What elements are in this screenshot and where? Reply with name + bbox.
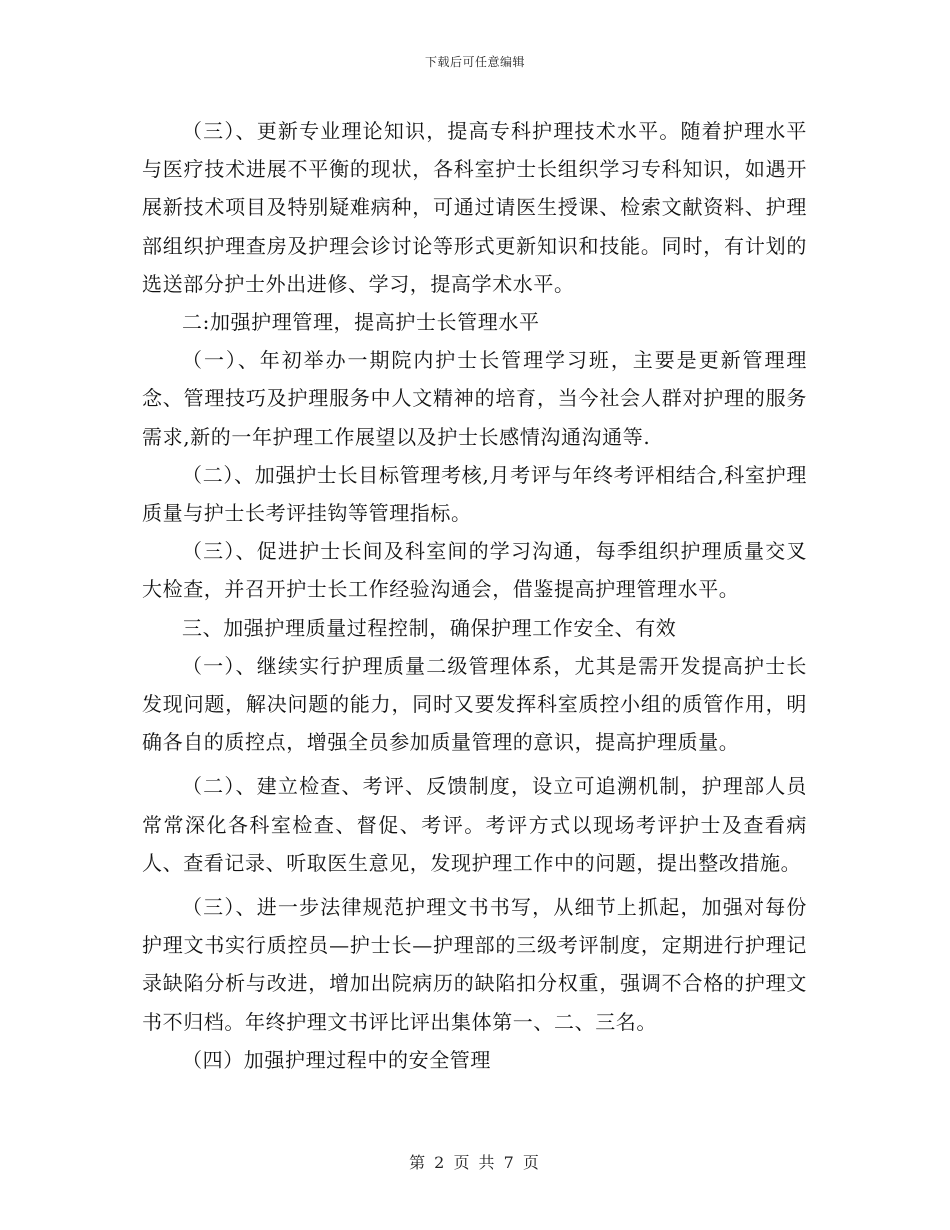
subsection-heading-10: （四）加强护理过程中的安全管理	[182, 1047, 491, 1072]
paragraph-3: （一）、年初举办一期院内护士长管理学习班，主要是更新管理理念、管理技巧及护理服务中人文精神的培育，当今社会人群对护理的服务需求,新的一年护理工作展望以及护士长感情沟通沟通等.	[142, 348, 807, 449]
section-heading-2: 二:加强护理管理，提高护士长管理水平	[182, 310, 540, 335]
paragraph-8: （二）、建立检查、考评、反馈制度，设立可追溯机制，护理部人员常常深化各科室检查、督促、考评。考评方式以现场考评护士及查看病人、查看记录、听取医生意见，发现护理工作中的问题，提出整改措施。	[142, 774, 807, 875]
page-footer: 第 2 页 共 7 页	[409, 1153, 541, 1172]
paragraph-1: （三）、更新专业理论知识，提高专科护理技术水平。随着护理水平与医疗技术进展不平衡的现状，各科室护士长组织学习专科知识，如遇开展新技术项目及特别疑难病种，可通过请医生授课、检索文献资料、护理部组织护理查房及护理会诊讨论等形式更新知识和技能。同时，有计划的选送部分护士外出进修、学习，提高学术水平。	[142, 119, 807, 296]
paragraph-9: （三）、进一步法律规范护理文书书写，从细节上抓起，加强对每份护理文书实行质控员—护士长—护理部的三级考评制度，定期进行护理记录缺陷分析与改进，增加出院病历的缺陷扣分权重，强调不合格的护理文书不归档。年终护理文书评比评出集体第一、二、三名。	[142, 895, 807, 1034]
page-header: 下载后可任意编辑	[424, 55, 525, 69]
section-heading-6: 三、加强护理质量过程控制，确保护理工作安全、有效	[182, 615, 677, 640]
paragraph-7: （一）、继续实行护理质量二级管理体系，尤其是需开发提高护士长发现问题，解决问题的能力，同时又要发挥科室质控小组的质管作用，明确各自的质控点，增强全员参加质量管理的意识，提高护理质量。	[142, 653, 807, 755]
paragraph-5: （三）、促进护士长间及科室间的学习沟通，每季组织护理质量交叉大检查，并召开护士长工作经验沟通会，借鉴提高护理管理水平。	[142, 539, 807, 602]
paragraph-4: （二）、加强护士长目标管理考核,月考评与年终考评相结合,科室护理质量与护士长考评挂钩等管理指标。	[142, 462, 807, 526]
document-body	[142, 112, 807, 1079]
